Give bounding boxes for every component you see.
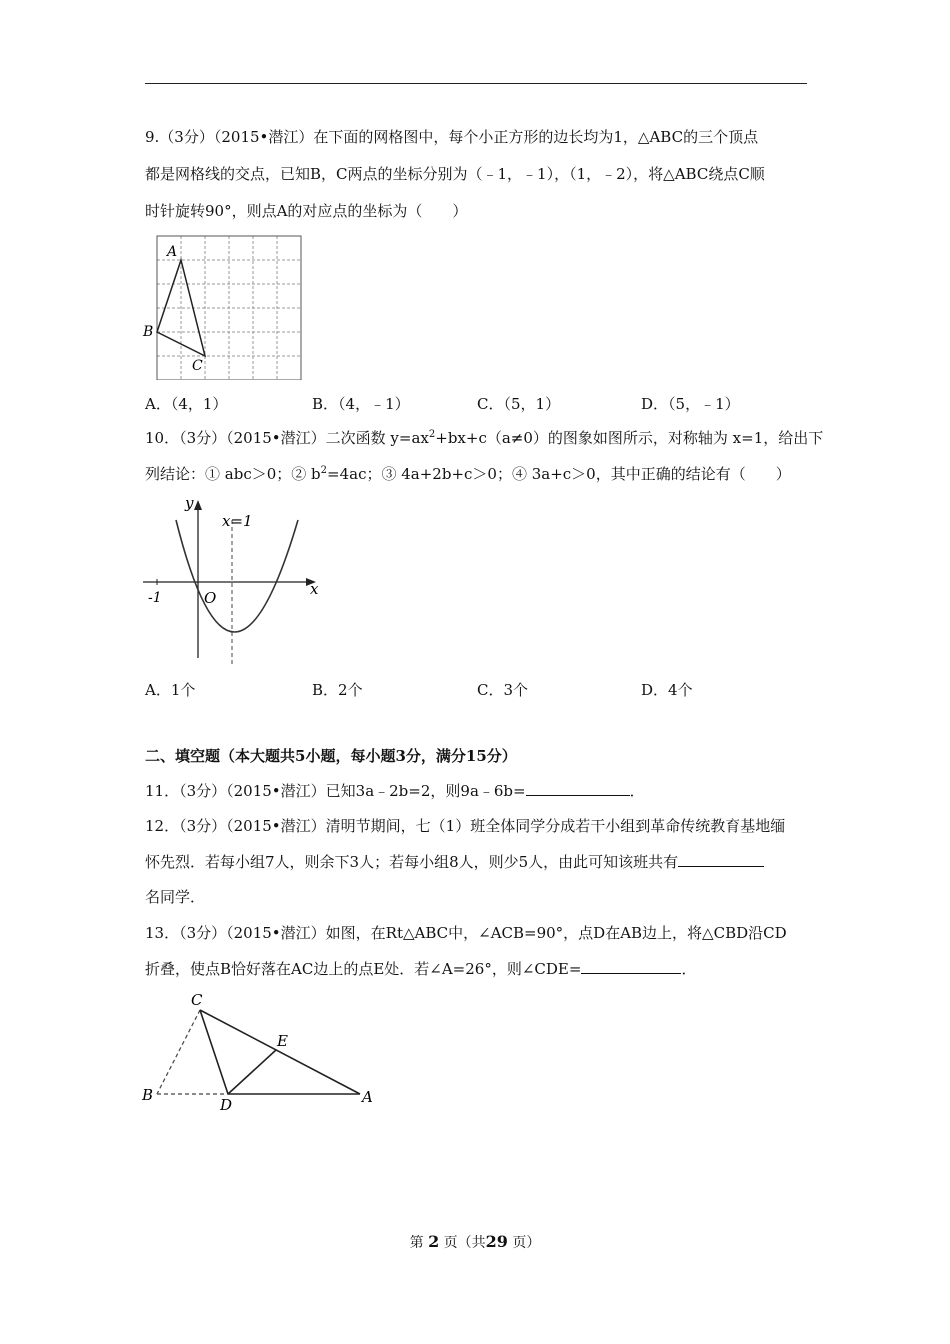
label-b: B xyxy=(143,324,154,340)
q10-parabola-figure xyxy=(140,492,325,668)
y-axis-label: y xyxy=(185,494,194,512)
neg1-label: -1 xyxy=(148,590,162,606)
q12-answer-blank xyxy=(678,852,764,867)
q9-line3: 时针旋转90°，则点A的对应点的坐标为（ ） xyxy=(145,202,468,220)
q12-line2: 怀先烈．若每小组7人，则余下3人；若每小组8人，则少5人，由此可知该班共有 xyxy=(145,851,815,872)
label-c: C xyxy=(192,358,203,374)
page-footer: 第 2 页（共29 页） xyxy=(409,1232,541,1251)
q10-line1: 10．（3分）（2015•潜江）二次函数 $y=ax^2+bx+c(a\ne 0)$的图象如图所示，对称轴为 x=1，给出下 xyxy=(145,429,824,447)
label-c-13: C xyxy=(191,991,203,1009)
q9-line1: 9.（3分）（2015•潜江）在下面的网格图中，每个小正方形的边长均为1，△ABC的三个顶点 xyxy=(145,128,759,146)
q9-option-c: C．（5，1） xyxy=(477,395,561,413)
section2-title: 二、填空题（本大题共5小题，每小题3分，满分15分） xyxy=(145,747,517,765)
label-e-13: E xyxy=(277,1032,288,1050)
label-b-13: B xyxy=(142,1086,154,1104)
q10-option-d: D．4个 xyxy=(641,681,693,699)
q12-line3: 名同学． xyxy=(145,888,206,906)
label-a: A xyxy=(167,244,178,260)
label-d-13: D xyxy=(220,1096,233,1113)
q11-answer-blank xyxy=(526,781,630,796)
x-axis-label: x xyxy=(310,580,319,598)
q13-line2: 折叠，使点B恰好落在AC边上的点E处．若∠A=26°，则∠CDE= ． xyxy=(145,960,697,978)
q9-option-a: A．（4，1） xyxy=(145,395,228,413)
label-a-13: A xyxy=(362,1088,373,1106)
q9-option-d: D．（5，﹣1） xyxy=(641,395,740,413)
origin-label: O xyxy=(204,589,217,607)
q9-option-b: B．（4，﹣1） xyxy=(312,395,410,413)
q10-option-c: C．3个 xyxy=(477,681,529,699)
q13-answer-blank xyxy=(581,959,681,974)
header-rule xyxy=(145,83,807,84)
parabola-curve xyxy=(176,520,298,632)
q9-line2: 都是网格线的交点，已知B，C两点的坐标分别为（﹣1，﹣1），（1，﹣2），将△ABC绕点C顺 xyxy=(145,165,765,183)
q12-line1: 12．（3分）（2015•潜江）清明节期间，七（1）班全体同学分成若干小组到革命传统教育基地缅 xyxy=(145,817,786,835)
q11-line: 11．（3分）（2015•潜江）已知3a﹣2b=2，则9a﹣6b= ． xyxy=(145,782,645,800)
q9-grid-figure xyxy=(142,232,307,380)
q10-line2: 列结论：① abc＞0；② $b^2=4ac$；③ 4a+2b+c＞0；④ 3a+c＞0，其中正确的结论有（ ） xyxy=(145,465,791,483)
symmetry-axis-label: x=1 xyxy=(222,512,253,530)
q10-option-a: A．1个 xyxy=(145,681,196,699)
q10-option-b: B．2个 xyxy=(312,681,363,699)
q13-line1: 13．（3分）（2015•潜江）如图，在Rt△ABC中，∠ACB=90°，点D在AB边上，将△CBD沿CD xyxy=(145,924,787,942)
q13-triangle-figure xyxy=(140,988,385,1113)
